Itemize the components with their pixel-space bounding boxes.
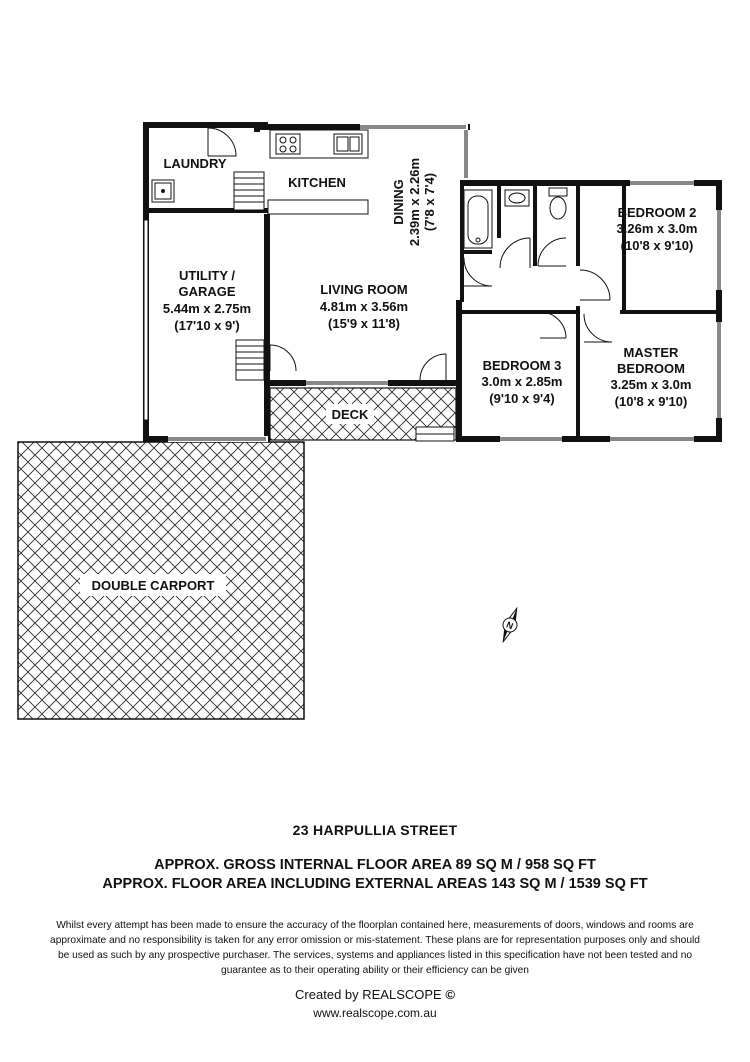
bedroom3-label: BEDROOM 3 [482,358,562,373]
carport-label: DOUBLE CARPORT [91,578,215,593]
stairs-garage [236,340,264,380]
credit-line [0,987,750,1002]
dining-label-group [391,158,437,246]
utility-label-2: GARAGE [178,284,236,299]
bedroom3-size-ft: (9'10 x 9'4) [489,391,555,406]
bedroom2-label: BEDROOM 2 [617,205,697,220]
toilet [549,188,567,219]
master-size-m: 3.25m x 3.0m [610,377,692,392]
kitchen-sink [334,134,362,154]
bathtub [464,190,492,248]
utility-size-m: 5.44m x 2.75m [162,301,252,316]
deck-label: DECK [331,407,369,422]
disclaimer-text: Whilst every attempt has been made to ensure the accuracy of the floorplan contained here, measurements of doors, windows and rooms are approximate and no responsibility is taken for any error omission or mis-statement. These plans are for representation purposes only and should be used as such by any prospective purchaser. The services, systems and appliances listed in this specification have not been tested and no guarantee as to their operating ability or their efficiency can be given [50,920,700,976]
property-address: 23 HARPULLIA STREET [292,822,458,838]
internal-floor-area: APPROX. GROSS INTERNAL FLOOR AREA 89 SQ M / 958 SQ FT [154,857,596,873]
website-link[interactable]: www.realscope.com.au [313,1006,437,1020]
dining-size-ft: (7'8 x 7'4) [422,172,437,232]
vanity-basin [505,190,529,206]
kitchen-label: KITCHEN [288,175,346,190]
living-label: LIVING ROOM [320,282,408,297]
laundry-tub [152,180,174,202]
utility-label-1: UTILITY / [178,268,236,283]
credit-text: Created by REALSCOPE [295,987,442,1002]
external-floor-area: APPROX. FLOOR AREA INCLUDING EXTERNAL AREAS 143 SQ M / 1539 SQ FT [102,876,648,892]
master-label-2: BEDROOM [617,361,685,376]
living-size-ft: (15'9 x 11'8) [328,316,400,331]
laundry-label: LAUNDRY [163,156,227,171]
bedroom2-size-ft: (10'8 x 9'10) [620,238,694,253]
living-size-m: 4.81m x 3.56m [319,299,409,314]
utility-size-ft: (17'10 x 9') [174,318,240,333]
bedroom2-size-m: 3.26m x 3.0m [616,221,698,236]
master-label-1: MASTER [623,345,679,360]
master-size-ft: (10'8 x 9'10) [614,394,688,409]
copyright-icon: © [445,987,455,1002]
compass-north-label: N [504,619,515,632]
dining-size-m: 2.39m x 2.26m [407,157,422,247]
carport-area [18,442,304,719]
bedroom3-size-m: 3.0m x 2.85m [481,374,563,389]
dining-label: DINING [391,179,406,225]
deck-area [270,388,456,441]
stairs-laundry [234,172,264,210]
compass-icon [497,606,523,645]
